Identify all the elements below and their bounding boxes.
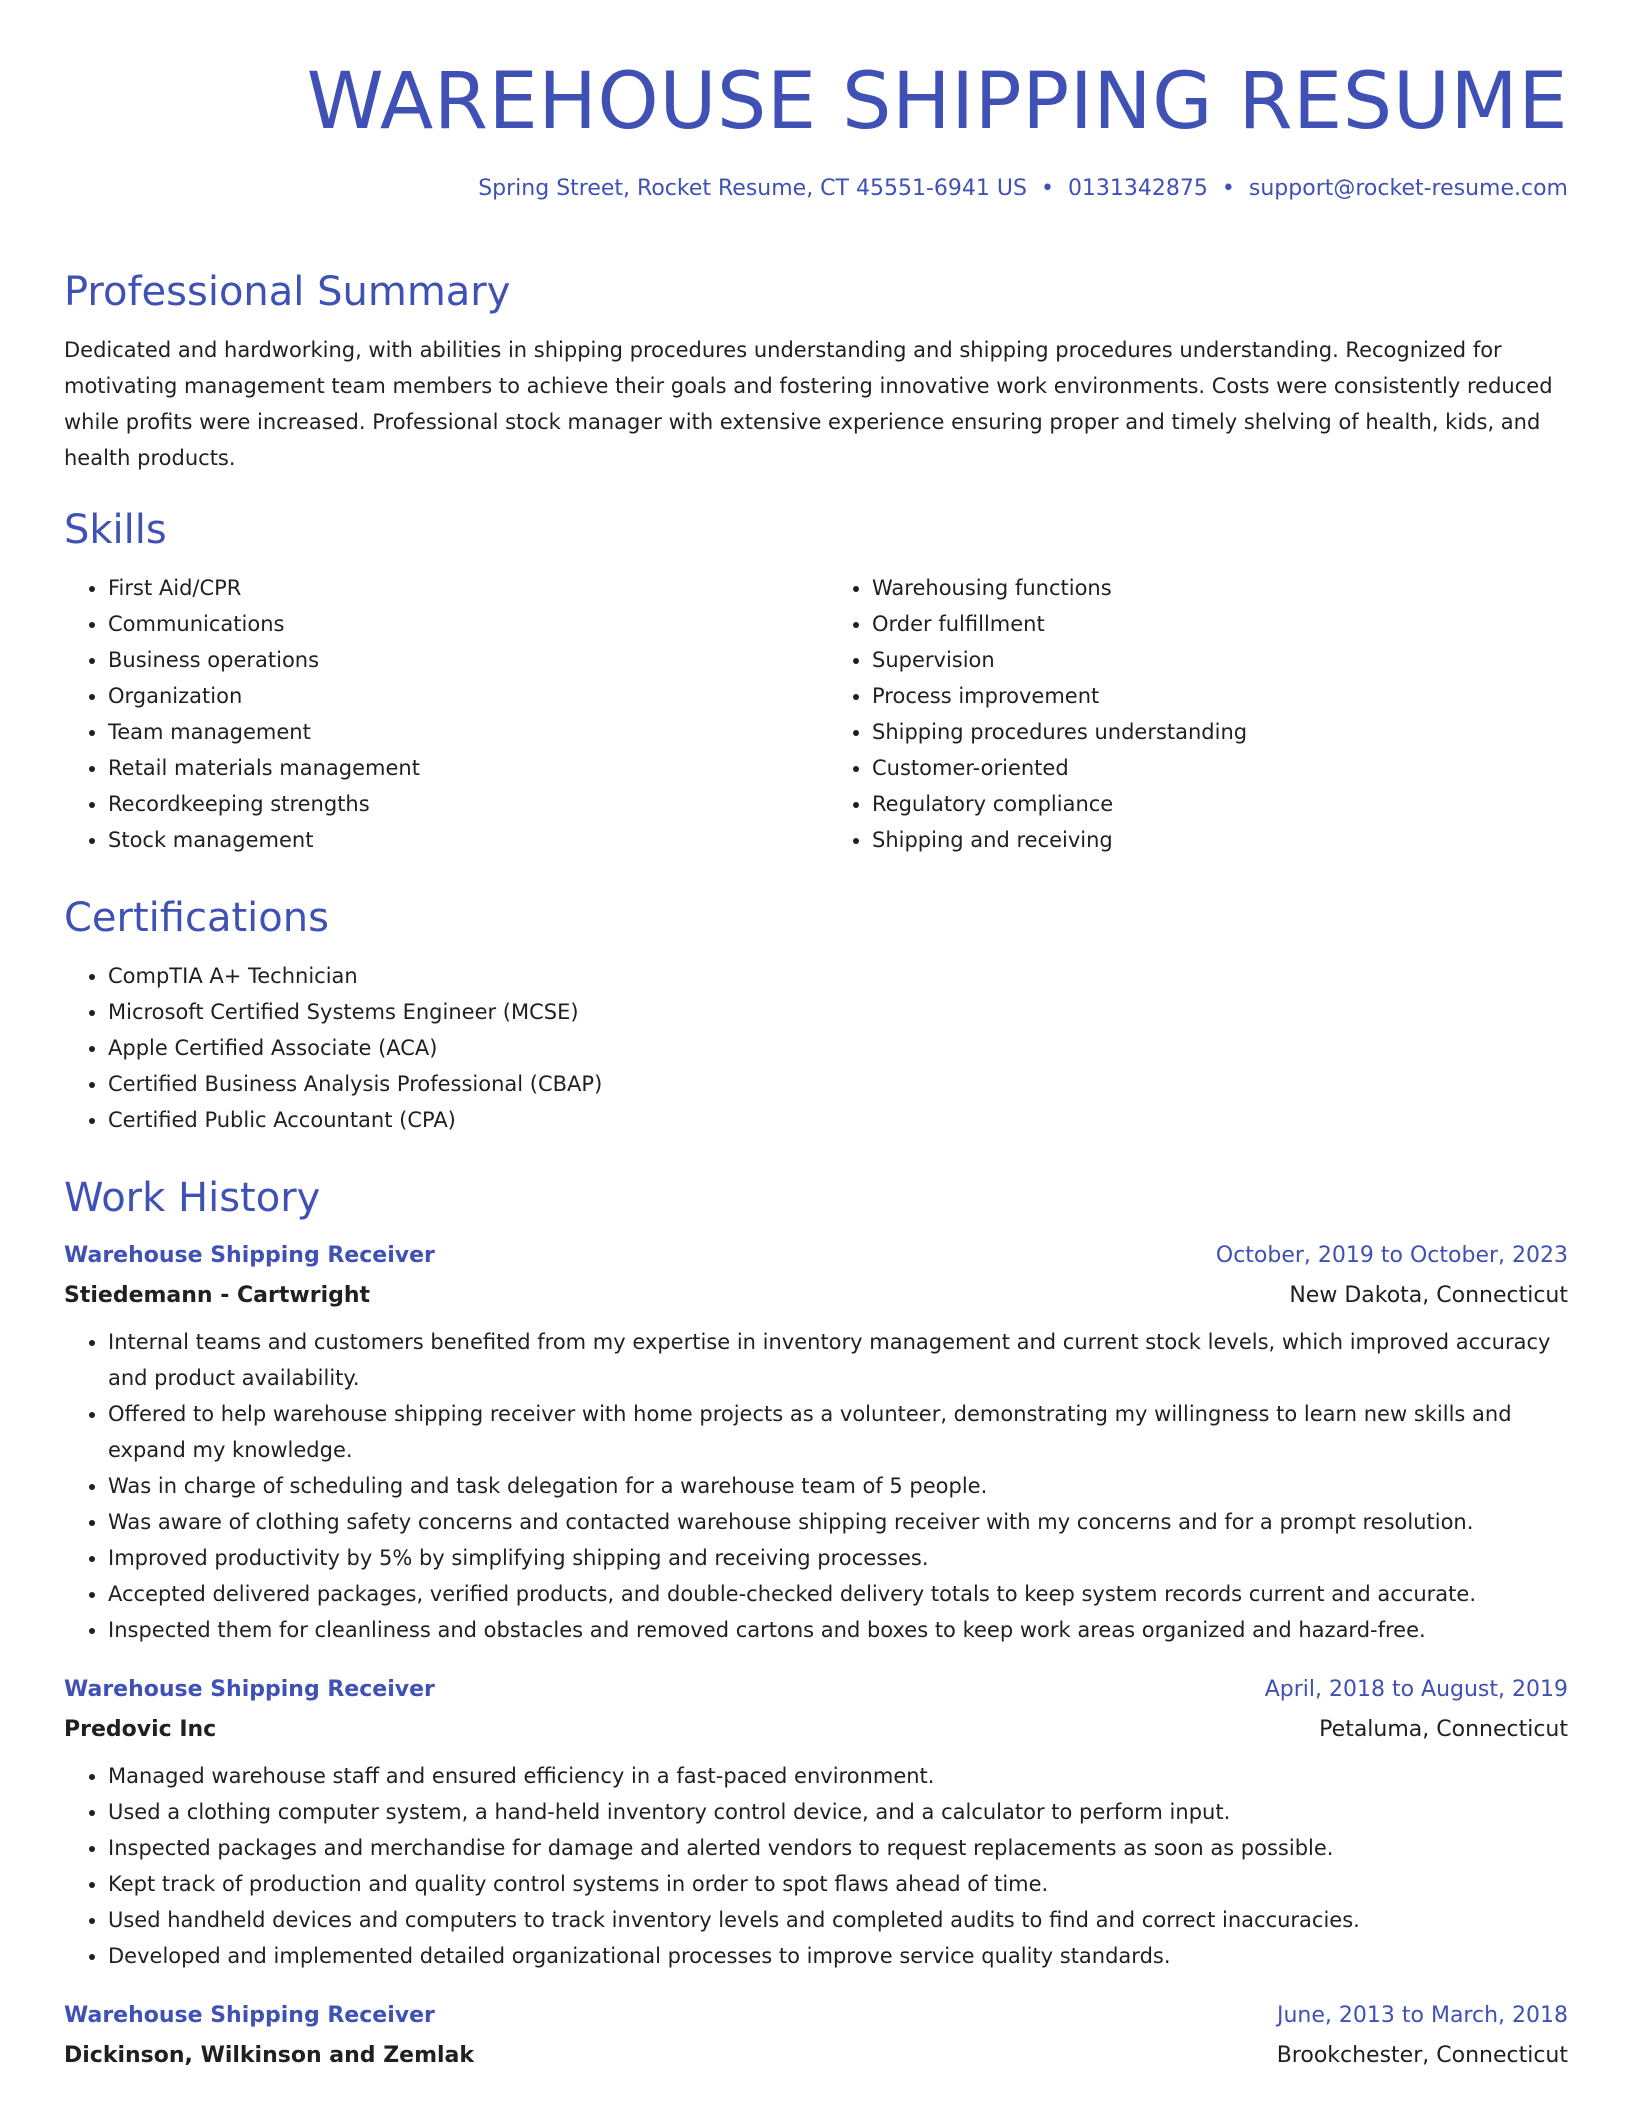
- job-header: [64, 1996, 1568, 2036]
- job-duty: • Managed warehouse staff and ensured efficiency in a fast-paced environment.: [108, 1758, 1568, 1794]
- job-company: Predovic Inc: [64, 1717, 217, 1742]
- certification-item: • Microsoft Certified Systems Engineer (MCSE): [108, 994, 1568, 1030]
- skill-item: • First Aid/CPR: [108, 570, 816, 606]
- section-heading: Professional Summary: [64, 269, 511, 315]
- contact-separator: •: [1221, 176, 1235, 201]
- skill-item: • Organization: [108, 678, 816, 714]
- skill-item: • Regulatory compliance: [872, 786, 1568, 822]
- job-title: Warehouse Shipping Receiver: [64, 2003, 435, 2028]
- contact-address: Spring Street, Rocket Resume, CT 45551-6941 US: [478, 176, 1027, 201]
- skill-item: • Recordkeeping strengths: [108, 786, 816, 822]
- job-duties-list: [64, 1758, 1568, 1974]
- contact-line: [64, 172, 1568, 206]
- job-subheader: [64, 2036, 1568, 2076]
- job-duty: • Developed and implemented detailed organizational processes to improve service quality standards.: [108, 1938, 1568, 1974]
- certification-item: • Apple Certified Associate (ACA): [108, 1030, 1568, 1066]
- skills-section: [64, 502, 1568, 858]
- job-entry: [64, 1670, 1568, 1974]
- professional-summary-section: [64, 264, 1568, 476]
- skill-item: • Team management: [108, 714, 816, 750]
- job-duty: • Internal teams and customers benefited from my expertise in inventory management and current stock levels, which improved accuracy and product availability.: [108, 1324, 1568, 1396]
- job-title: Warehouse Shipping Receiver: [64, 1243, 435, 1268]
- job-entry: [64, 1236, 1568, 1648]
- skill-item: • Customer-oriented: [872, 750, 1568, 786]
- job-duties-list: [64, 1324, 1568, 1648]
- skills-grid: [64, 570, 1568, 858]
- section-heading: Work History: [64, 1175, 321, 1221]
- job-duty: • Used handheld devices and computers to track inventory levels and completed audits to find and correct inaccuracies.: [108, 1902, 1568, 1938]
- job-company: Dickinson, Wilkinson and Zemlak: [64, 2043, 475, 2068]
- job-duty: • Was aware of clothing safety concerns and contacted warehouse shipping receiver with my concerns and for a prompt resolution.: [108, 1504, 1568, 1540]
- skill-item: • Stock management: [108, 822, 816, 858]
- job-company: Stiedemann - Cartwright: [64, 1283, 371, 1308]
- skill-item: • Order fulfillment: [872, 606, 1568, 642]
- job-duty: • Kept track of production and quality control systems in order to spot flaws ahead of time.: [108, 1866, 1568, 1902]
- section-heading: Skills: [64, 507, 167, 553]
- skills-list-left: [64, 570, 816, 858]
- contact-separator: •: [1040, 176, 1054, 201]
- job-location: New Dakota, Connecticut: [1289, 1283, 1568, 1308]
- job-duty: • Used a clothing computer system, a hand-held inventory control device, and a calculator to perform input.: [108, 1794, 1568, 1830]
- job-location: Petaluma, Connecticut: [1319, 1717, 1568, 1742]
- job-duty: • Accepted delivered packages, verified products, and double-checked delivery totals to keep system records current and accurate.: [108, 1576, 1568, 1612]
- job-entry: [64, 1996, 1568, 2076]
- resume-title: WAREHOUSE SHIPPING RESUME: [306, 57, 1568, 147]
- job-location: Brookchester, Connecticut: [1276, 2043, 1568, 2068]
- skill-item: • Business operations: [108, 642, 816, 678]
- job-duty: • Improved productivity by 5% by simplifying shipping and receiving processes.: [108, 1540, 1568, 1576]
- job-subheader: [64, 1710, 1568, 1750]
- skills-list-right: [816, 570, 1568, 858]
- section-heading: Certifications: [64, 895, 329, 941]
- job-title: Warehouse Shipping Receiver: [64, 1677, 435, 1702]
- contact-email: support@rocket-resume.com: [1248, 176, 1568, 201]
- job-header: [64, 1236, 1568, 1276]
- summary-text: Dedicated and hardworking, with abilities in shipping procedures understanding and shipping procedures understanding. Recognized for motivating management team members to achieve their goals and fostering innovative work environments. Costs were consistently reduced while profits were increased. Professional stock manager with extensive experience ensuring proper and timely shelving of health, kids, and health products.: [64, 338, 1553, 470]
- job-subheader: [64, 1276, 1568, 1316]
- certification-item: • Certified Business Analysis Professional (CBAP): [108, 1066, 1568, 1102]
- job-header: [64, 1670, 1568, 1710]
- skill-item: • Retail materials management: [108, 750, 816, 786]
- certification-item: • Certified Public Accountant (CPA): [108, 1102, 1568, 1138]
- work-history-section: [64, 1170, 1568, 2076]
- contact-phone: 0131342875: [1067, 176, 1208, 201]
- skill-item: • Supervision: [872, 642, 1568, 678]
- job-dates: April, 2018 to August, 2019: [1264, 1677, 1568, 1702]
- job-dates: October, 2019 to October, 2023: [1215, 1243, 1568, 1268]
- skill-item: • Communications: [108, 606, 816, 642]
- skill-item: • Shipping and receiving: [872, 822, 1568, 858]
- certifications-list: [64, 958, 1568, 1138]
- certifications-section: [64, 890, 1568, 1138]
- skill-item: • Shipping procedures understanding: [872, 714, 1568, 750]
- job-duty: • Inspected packages and merchandise for damage and alerted vendors to request replacements as soon as possible.: [108, 1830, 1568, 1866]
- job-dates: June, 2013 to March, 2018: [1277, 2003, 1568, 2028]
- skill-item: • Process improvement: [872, 678, 1568, 714]
- job-duty: • Offered to help warehouse shipping receiver with home projects as a volunteer, demonstrating my willingness to learn new skills and expand my knowledge.: [108, 1396, 1568, 1468]
- job-duty: • Was in charge of scheduling and task delegation for a warehouse team of 5 people.: [108, 1468, 1568, 1504]
- job-duty: • Inspected them for cleanliness and obstacles and removed cartons and boxes to keep work areas organized and hazard-free.: [108, 1612, 1568, 1648]
- skill-item: • Warehousing functions: [872, 570, 1568, 606]
- certification-item: • CompTIA A+ Technician: [108, 958, 1568, 994]
